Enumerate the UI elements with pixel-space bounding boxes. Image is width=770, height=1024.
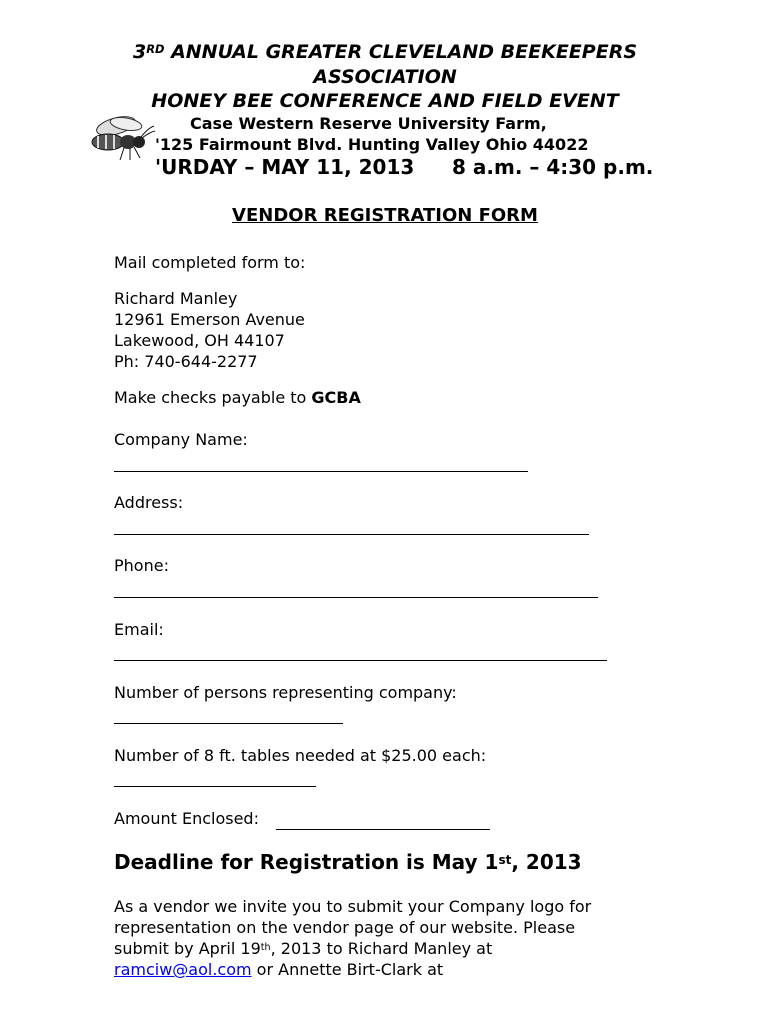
deadline-heading: Deadline for Registration is May 1st, 2013 <box>114 850 582 874</box>
email-line[interactable] <box>114 660 607 661</box>
venue-address: '125 Fairmount Blvd. Hunting Valley Ohio 44022 <box>155 135 589 154</box>
email-label: Email: <box>114 620 164 639</box>
event-title-line2: ASSOCIATION <box>313 66 457 88</box>
mail-to-name: Richard Manley <box>114 289 238 308</box>
logo-invite-line1: As a vendor we invite you to submit your Company logo for <box>114 897 592 916</box>
phone-line[interactable] <box>114 597 598 598</box>
event-time: 8 a.m. – 4:30 p.m. <box>452 155 654 179</box>
company-name-line[interactable] <box>114 471 528 472</box>
mail-to-city: Lakewood, OH 44107 <box>114 331 285 350</box>
event-title-line3: HONEY BEE CONFERENCE AND FIELD EVENT <box>151 90 619 112</box>
bee-illustration <box>86 116 156 162</box>
amount-label: Amount Enclosed: <box>114 809 259 828</box>
tables-line[interactable] <box>114 786 316 787</box>
tables-label: Number of 8 ft. tables needed at $25.00 each: <box>114 746 487 765</box>
event-title-line1: 3RD ANNUAL GREATER CLEVELAND BEEKEEPERS <box>132 41 638 63</box>
logo-invite-line3: submit by April 19th, 2013 to Richard Manley at <box>114 939 493 958</box>
mail-to-label: Mail completed form to: <box>114 253 306 272</box>
event-date: 'URDAY – MAY 11, 2013 <box>155 155 415 179</box>
checks-payable: Make checks payable to GCBA <box>114 388 361 407</box>
form-title: VENDOR REGISTRATION FORM <box>232 205 538 226</box>
persons-label: Number of persons representing company: <box>114 683 457 702</box>
address-label: Address: <box>114 493 184 512</box>
mail-to-street: 12961 Emerson Avenue <box>114 310 305 329</box>
logo-invite-line4: ramciw@aol.com or Annette Birt-Clark at <box>114 960 444 979</box>
phone-label: Phone: <box>114 556 169 575</box>
amount-line[interactable] <box>276 829 490 830</box>
persons-line[interactable] <box>114 723 343 724</box>
mail-to-phone: Ph: 740-644-2277 <box>114 352 258 371</box>
logo-invite-line2: representation on the vendor page of our website. Please <box>114 918 576 937</box>
address-line[interactable] <box>114 534 589 535</box>
company-name-label: Company Name: <box>114 430 248 449</box>
email-link[interactable]: ramciw@aol.com <box>114 960 252 979</box>
payee-name: GCBA <box>311 388 361 407</box>
venue-name: Case Western Reserve University Farm, <box>190 114 547 133</box>
